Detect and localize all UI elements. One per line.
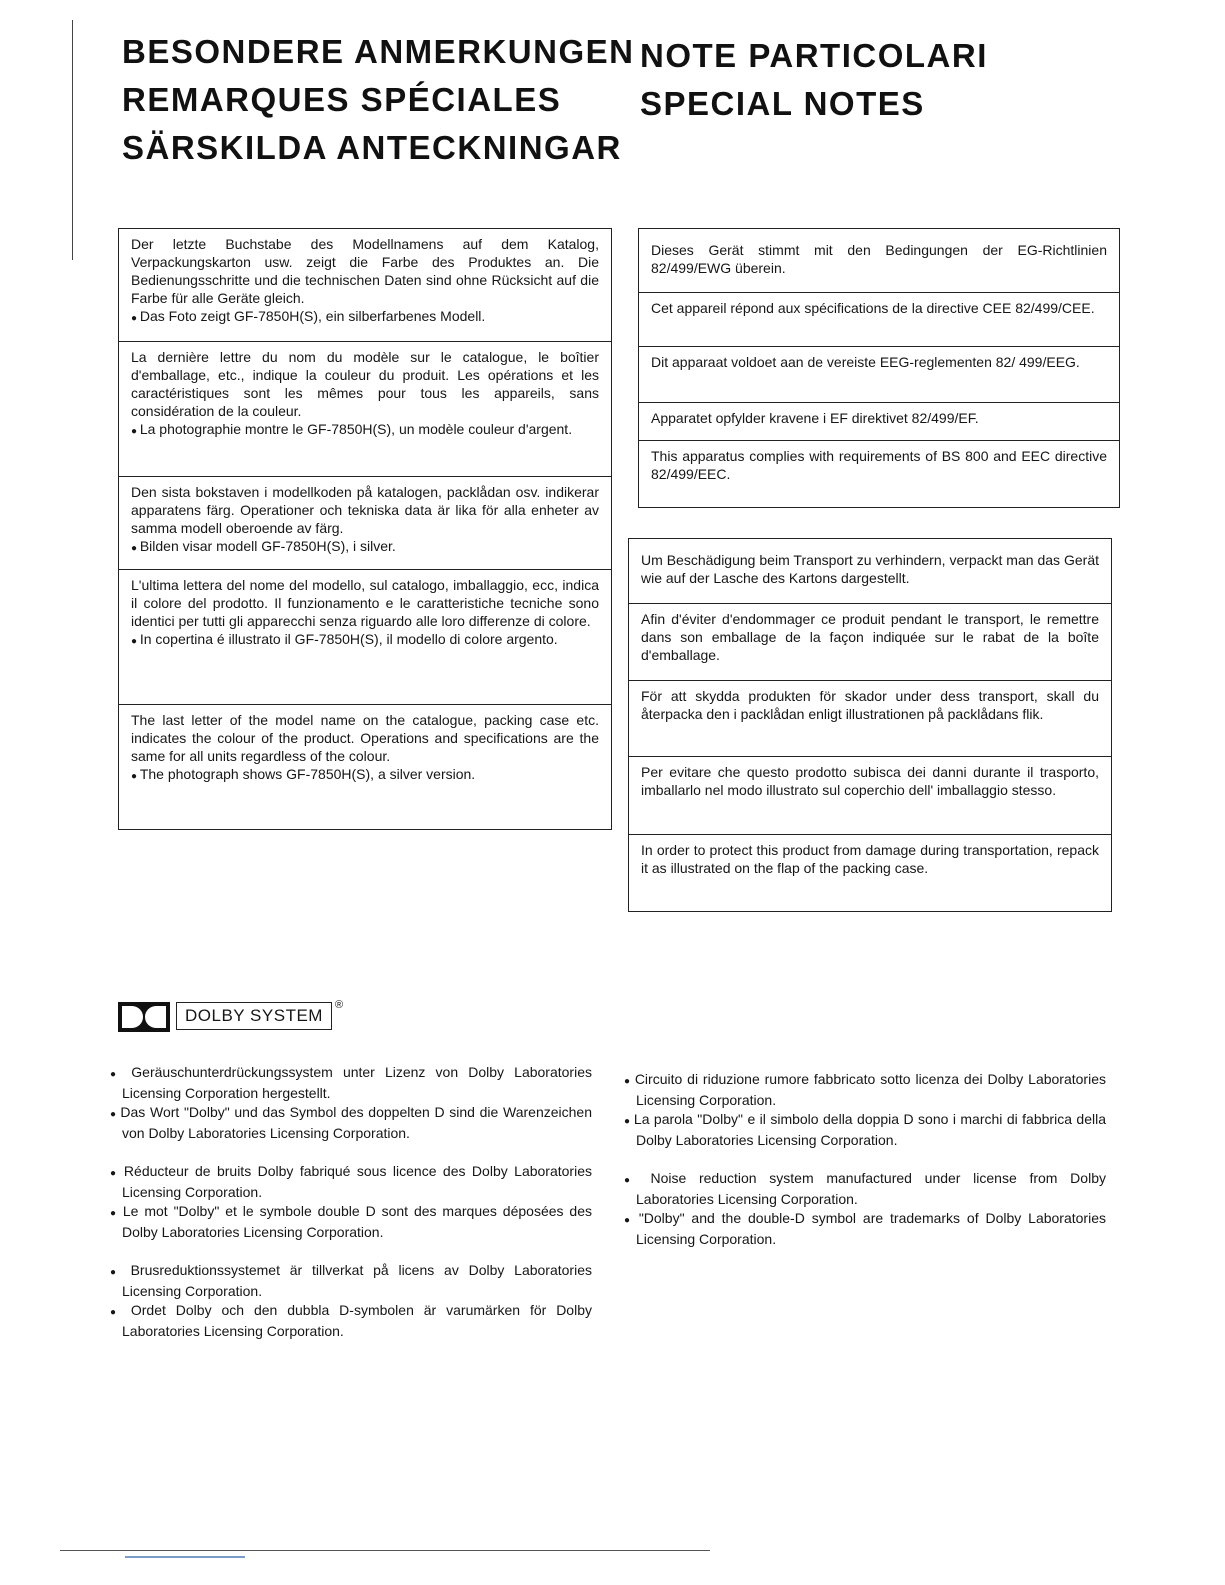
packing-note-english: In order to protect this product from damage during transportation, repack it as illustrated on the flap of the packing case.: [641, 842, 1099, 876]
color-note-bullet: ● The photograph shows GF-7850H(S), a silver version.: [131, 765, 599, 786]
packing-note-french: Afin d'éviter d'endommager ce produit pendant le transport, le remettre dans son emballage de la façon indiquée sur le rabat de la boîte d'emballage.: [629, 604, 1111, 681]
eec-note-english: This apparatus complies with requirements of BS 800 and EEC directive 82/499/EEC.: [651, 448, 1107, 482]
scan-edge-line: [72, 20, 73, 260]
dolby-notes-right: [624, 1070, 1106, 1268]
title-french: REMARQUES SPÉCIALES: [122, 81, 562, 118]
color-note-text: La dernière lettre du nom du modèle sur le catalogue, le boîtier d'emballage, etc., indique la couleur du produit. Les opérations et les caractéristiques sont les mêmes pour tous les appareils, sans considération de la couleur.: [131, 349, 599, 419]
color-note-text: Den sista bokstaven i modellkoden på katalogen, packlådan osv. indikerar apparatens färg. Operationer och tekniska data är lika för alla enheter av samma modell oberoende av färg.: [131, 484, 599, 536]
dolby-item: ● Ordet Dolby och den dubbla D-symbolen är varumärken för Dolby Laboratories Licensing Corporation.: [110, 1301, 592, 1341]
color-note-german: [119, 229, 611, 342]
color-note-italian: [119, 570, 611, 705]
eec-note-french: Cet appareil répond aux spécifications de la directive CEE 82/499/CEE.: [639, 293, 1119, 347]
dolby-group-french: [110, 1162, 592, 1242]
dolby-item: ● Noise reduction system manufactured under license from Dolby Laboratories Licensing Corporation.: [624, 1169, 1106, 1209]
color-note-text: Der letzte Buchstabe des Modellnamens auf dem Katalog, Verpackungskarton usw. zeigt die Farbe des Produktes an. Die Bedienungsschritte und die technischen Daten sind ohne Rücksicht auf die Farbe für alle Geräte gleich.: [131, 236, 599, 306]
packing-note-german: Um Beschädigung beim Transport zu verhindern, verpackt man das Gerät wie auf der Lasche des Kartons dargestellt.: [629, 539, 1111, 604]
dolby-group-english: [624, 1169, 1106, 1249]
dolby-group-german: [110, 1063, 592, 1143]
color-note-bullet: ● Das Foto zeigt GF-7850H(S), ein silberfarbenes Modell.: [131, 307, 599, 328]
dolby-system-label: DOLBY SYSTEM: [176, 1002, 332, 1030]
dolby-item: ● Le mot "Dolby" et le symbole double D sont des marques déposées des Dolby Laboratories Licensing Corporation.: [110, 1202, 592, 1242]
eec-note-danish: Apparatet opfylder kravene i EF direktivet 82/499/EF.: [639, 403, 1119, 441]
dolby-item: ● Circuito di riduzione rumore fabbricato sotto licenza dei Dolby Laboratories Licensing Corporation.: [624, 1070, 1106, 1110]
color-note-bullet: ● La photographie montre le GF-7850H(S), un modèle couleur d'argent.: [131, 420, 599, 441]
dolby-double-d-icon: [118, 1002, 170, 1032]
title-english: SPECIAL NOTES: [640, 85, 925, 122]
color-note-english: [119, 705, 611, 828]
dolby-item: ● Das Wort "Dolby" und das Symbol des doppelten D sind die Warenzeichen von Dolby Laboratories Licensing Corporation.: [110, 1103, 592, 1143]
color-note-swedish: [119, 477, 611, 570]
dolby-item: ● Réducteur de bruits Dolby fabriqué sous licence des Dolby Laboratories Licensing Corporation.: [110, 1162, 592, 1202]
title-swedish: SÄRSKILDA ANTECKNINGAR: [122, 129, 622, 166]
title-german: BESONDERE ANMERKUNGEN: [122, 33, 635, 70]
dolby-group-italian: [624, 1070, 1106, 1150]
dolby-item: ● Geräuschunterdrückungssystem unter Lizenz von Dolby Laboratories Licensing Corporation hergestellt.: [110, 1063, 592, 1103]
color-note-text: L'ultima lettera del nome del modello, sul catalogo, imballaggio, ecc, indica il colore del prodotto. Il funzionamento e le caratteristiche tecniche sono identici per tutti gli apparecchi senza riguardo alle loro differenze di colore.: [131, 577, 599, 629]
packing-note-italian: Per evitare che questo prodotto subisca dei danni durante il trasporto, imballarlo nel modo illustrato sul coperchio dell' imballaggio stesso.: [629, 757, 1111, 835]
color-note-french: [119, 342, 611, 477]
footer-rule-accent: [125, 1556, 245, 1558]
footer-rule: [60, 1550, 710, 1551]
color-note-bullet: ● Bilden visar modell GF-7850H(S), i silver.: [131, 537, 599, 558]
dolby-notes-left: [110, 1063, 592, 1360]
color-notes-box: [118, 228, 612, 830]
color-note-bullet: ● In copertina é illustrato il GF-7850H(S), il modello di colore argento.: [131, 630, 599, 651]
eec-note-dutch: Dit apparaat voldoet aan de vereiste EEG-reglementen 82/ 499/EEG.: [639, 347, 1119, 403]
packing-note-swedish: För att skydda produkten för skador under dess transport, skall du återpacka den i packlådan enligt illustrationen på packlådans flik.: [629, 681, 1111, 757]
dolby-item: ● La parola "Dolby" e il simbolo della doppia D sono i marchi di fabbrica della Dolby Laboratories Licensing Corporation.: [624, 1110, 1106, 1150]
eec-note-german: Dieses Gerät stimmt mit den Bedingungen der EG-Richtlinien 82/499/EWG überein.: [639, 229, 1119, 293]
dolby-system-logo: [118, 999, 344, 1032]
color-note-text: The last letter of the model name on the catalogue, packing case etc. indicates the colour of the product. Operations and specifications are the same for all units regardless of the colour.: [131, 712, 599, 764]
eec-notes-box: [638, 228, 1120, 508]
packing-notes-box: [628, 538, 1112, 912]
dolby-group-swedish: [110, 1261, 592, 1341]
title-italian: NOTE PARTICOLARI: [640, 37, 988, 74]
dolby-item: ● Brusreduktionssystemet är tillverkat på licens av Dolby Laboratories Licensing Corporation.: [110, 1261, 592, 1301]
registered-mark: ®: [334, 999, 344, 1011]
dolby-item: ● "Dolby" and the double-D symbol are trademarks of Dolby Laboratories Licensing Corporation.: [624, 1209, 1106, 1249]
